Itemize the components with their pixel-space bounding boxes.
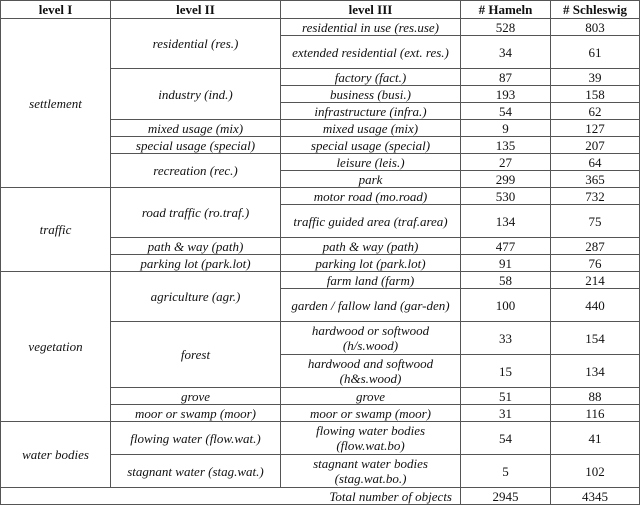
level1-cell: water bodies — [1, 422, 111, 488]
hameln-cell: 5 — [461, 455, 551, 488]
level3-cell: leisure (leis.) — [281, 154, 461, 171]
schleswig-cell: 365 — [551, 171, 640, 188]
schleswig-cell: 134 — [551, 355, 640, 388]
level3-cell: mixed usage (mix) — [281, 120, 461, 137]
level3-cell: moor or swamp (moor) — [281, 405, 461, 422]
schleswig-cell: 127 — [551, 120, 640, 137]
schleswig-cell: 803 — [551, 19, 640, 36]
total-row — [1, 488, 640, 505]
hameln-cell: 528 — [461, 19, 551, 36]
schleswig-cell: 154 — [551, 322, 640, 355]
table-row — [1, 188, 640, 205]
hameln-cell: 33 — [461, 322, 551, 355]
header-level-2: level II — [111, 1, 281, 19]
level2-cell: special usage (special) — [111, 137, 281, 154]
hameln-cell: 477 — [461, 238, 551, 255]
level3-cell: residential in use (res.use) — [281, 19, 461, 36]
level2-cell: residential (res.) — [111, 19, 281, 69]
schleswig-cell: 102 — [551, 455, 640, 488]
hameln-cell: 54 — [461, 103, 551, 120]
header-row — [1, 1, 640, 19]
level3-cell: farm land (farm) — [281, 272, 461, 289]
level3-cell: special usage (special) — [281, 137, 461, 154]
hameln-cell: 9 — [461, 120, 551, 137]
hameln-cell: 54 — [461, 422, 551, 455]
schleswig-cell: 207 — [551, 137, 640, 154]
schleswig-cell: 88 — [551, 388, 640, 405]
schleswig-cell: 62 — [551, 103, 640, 120]
table-row — [1, 422, 640, 455]
total-hameln: 2945 — [461, 488, 551, 505]
hameln-cell: 51 — [461, 388, 551, 405]
hameln-cell: 58 — [461, 272, 551, 289]
schleswig-cell: 39 — [551, 69, 640, 86]
level2-cell: grove — [111, 388, 281, 405]
level2-cell: industry (ind.) — [111, 69, 281, 120]
level3-cell: hardwood or softwood (h/s.wood) — [281, 322, 461, 355]
level3-cell: traffic guided area (traf.area) — [281, 205, 461, 238]
hameln-cell: 193 — [461, 86, 551, 103]
hameln-cell: 34 — [461, 36, 551, 69]
schleswig-cell: 41 — [551, 422, 640, 455]
hameln-cell: 87 — [461, 69, 551, 86]
level2-cell: parking lot (park.lot) — [111, 255, 281, 272]
level1-cell: traffic — [1, 188, 111, 272]
hameln-cell: 100 — [461, 289, 551, 322]
schleswig-cell: 214 — [551, 272, 640, 289]
total-schleswig: 4345 — [551, 488, 640, 505]
schleswig-cell: 732 — [551, 188, 640, 205]
level2-cell: path & way (path) — [111, 238, 281, 255]
level2-cell: forest — [111, 322, 281, 388]
hameln-cell: 31 — [461, 405, 551, 422]
level3-cell: motor road (mo.road) — [281, 188, 461, 205]
schleswig-cell: 158 — [551, 86, 640, 103]
level2-cell: road traffic (ro.traf.) — [111, 188, 281, 238]
level3-cell: hardwood and softwood (h&s.wood) — [281, 355, 461, 388]
level2-cell: stagnant water (stag.wat.) — [111, 455, 281, 488]
level2-cell: flowing water (flow.wat.) — [111, 422, 281, 455]
level2-cell: mixed usage (mix) — [111, 120, 281, 137]
level3-cell: extended residential (ext. res.) — [281, 36, 461, 69]
hameln-cell: 15 — [461, 355, 551, 388]
schleswig-cell: 116 — [551, 405, 640, 422]
level3-cell: grove — [281, 388, 461, 405]
level3-cell: stagnant water bodies (stag.wat.bo.) — [281, 455, 461, 488]
table-row — [1, 272, 640, 289]
level3-cell: parking lot (park.lot) — [281, 255, 461, 272]
schleswig-cell: 75 — [551, 205, 640, 238]
hameln-cell: 91 — [461, 255, 551, 272]
header-hameln: # Hameln — [461, 1, 551, 19]
level3-cell: path & way (path) — [281, 238, 461, 255]
header-level-3: level III — [281, 1, 461, 19]
table-row — [1, 19, 640, 36]
schleswig-cell: 287 — [551, 238, 640, 255]
total-label: Total number of objects — [1, 488, 461, 505]
level2-cell: moor or swamp (moor) — [111, 405, 281, 422]
hameln-cell: 27 — [461, 154, 551, 171]
level2-cell: agriculture (agr.) — [111, 272, 281, 322]
hameln-cell: 135 — [461, 137, 551, 154]
schleswig-cell: 440 — [551, 289, 640, 322]
level3-cell: business (busi.) — [281, 86, 461, 103]
schleswig-cell: 64 — [551, 154, 640, 171]
level2-cell: recreation (rec.) — [111, 154, 281, 188]
hameln-cell: 134 — [461, 205, 551, 238]
level1-cell: vegetation — [1, 272, 111, 422]
header-level-1: level I — [1, 1, 111, 19]
hameln-cell: 530 — [461, 188, 551, 205]
schleswig-cell: 76 — [551, 255, 640, 272]
level3-cell: infrastructure (infra.) — [281, 103, 461, 120]
level3-cell: garden / fallow land (gar-den) — [281, 289, 461, 322]
schleswig-cell: 61 — [551, 36, 640, 69]
header-schleswig: # Schleswig — [551, 1, 640, 19]
level3-cell: park — [281, 171, 461, 188]
hameln-cell: 299 — [461, 171, 551, 188]
level3-cell: flowing water bodies (flow.wat.bo) — [281, 422, 461, 455]
level1-cell: settlement — [1, 19, 111, 188]
level3-cell: factory (fact.) — [281, 69, 461, 86]
